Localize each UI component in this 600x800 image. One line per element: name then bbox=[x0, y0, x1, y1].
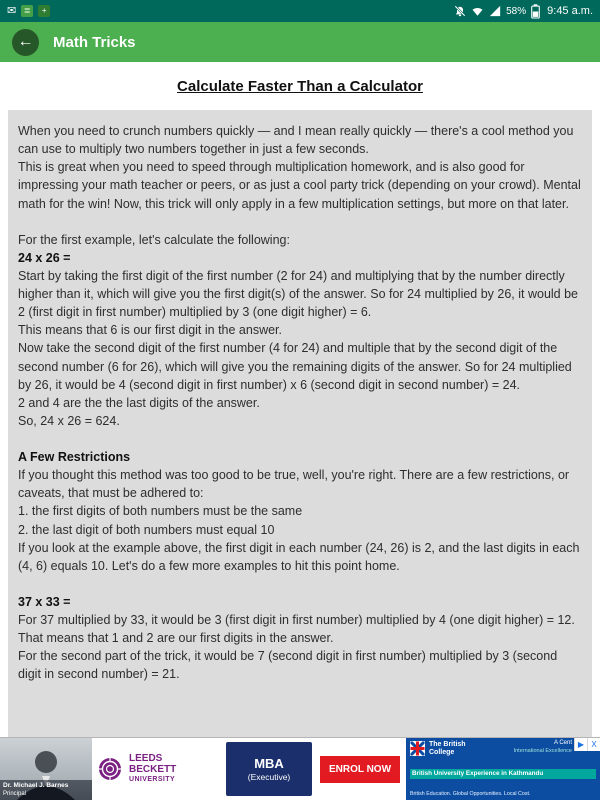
college-name: The British College bbox=[429, 741, 466, 757]
article-paragraph: For the first example, let's calculate the following: bbox=[18, 232, 290, 247]
ad-person-photo bbox=[0, 738, 92, 800]
ad-program-box[interactable] bbox=[226, 742, 312, 796]
program-title: MBA bbox=[254, 756, 284, 772]
article-paragraph: 24 x 26 = bbox=[18, 250, 71, 265]
mute-icon bbox=[454, 5, 466, 17]
cellular-signal-icon bbox=[489, 5, 501, 17]
content-area bbox=[0, 62, 600, 737]
adchoices-icon[interactable]: ▶ bbox=[574, 738, 587, 751]
article-title: Calculate Faster Than a Calculator bbox=[177, 78, 423, 95]
mail-icon: ✉ bbox=[7, 4, 17, 17]
app-title: Math Tricks bbox=[53, 33, 136, 51]
article-paragraph: If you thought this method was too good to be true, well, you're right. There are a few restrictions, or caveats, that must be adhered to: bbox=[18, 468, 570, 501]
app-bar bbox=[0, 22, 600, 62]
ad-person-role: Principal bbox=[3, 790, 27, 797]
article-paragraph: 2. the last digit of both numbers must equal 10 bbox=[18, 522, 275, 537]
program-subtitle: (Executive) bbox=[247, 771, 291, 782]
ad-close-button[interactable]: X bbox=[587, 738, 600, 751]
article-paragraph: Now take the second digit of the first number (4 for 24) and multiple that by the second digit of the second number (6 for 26), which will give you the remaining digits of the answer. So for 24 multiplied by 26, it would be 4 (second digit in first number) x 6 (second digit in second number) = 24. bbox=[18, 341, 572, 392]
status-time: 9:45 a.m. bbox=[547, 5, 593, 17]
status-bar bbox=[0, 0, 600, 22]
article-paragraph: For 37 multiplied by 33, it would be 3 (first digit in first number) multiplied by 4 (one digit higher) = 12. bbox=[18, 613, 575, 627]
enrol-now-button[interactable]: ENROL NOW bbox=[320, 756, 400, 783]
article-paragraph: For the second part of the trick, it would be 7 (second digit in first number) multiplied by 3 (second digit in second number) = 21. bbox=[18, 649, 558, 682]
article-paragraph: So, 24 x 26 = 624. bbox=[18, 413, 120, 428]
college-top-right-text bbox=[514, 740, 572, 754]
article-paragraph: Start by taking the first digit of the first number (2 for 24) and multiplying that by the number directly higher than it, which will give you the first digit(s) of the answer. So for 24 multiplied by 26, it would be 2 (first digit in first number) multiplied by 3 (one digit higher) = 6. bbox=[18, 268, 579, 320]
article-paragraph: 37 x 33 = bbox=[18, 594, 71, 609]
ad-person-name: Dr. Michael J. Barnes bbox=[3, 782, 69, 790]
article-paragraph: That means that 1 and 2 are our first digits in the answer. bbox=[18, 631, 334, 646]
article-paragraph: This means that 6 is our first digit in the answer. bbox=[18, 323, 283, 338]
ad-cta-section bbox=[314, 738, 406, 800]
back-arrow-icon: ← bbox=[17, 33, 34, 50]
battery-percent: 58% bbox=[506, 5, 527, 17]
ad-corner-controls bbox=[574, 738, 600, 751]
article-paragraph: This is great when you need to speed through multiplication homework, and is also good for impressing your math teacher or peers, or as just a cool party trick (depending on your crowd). Mental math for the win! Now, this trick will only apply in a few multiplication settings, but more on that later. bbox=[18, 160, 581, 211]
article-paragraph: If you look at the example above, the first digit in each number (24, 26) is 2, and the last digits in each (4, 6) equals 10. Let's do a few more examples to hit this point home. bbox=[18, 540, 580, 573]
leeds-line-2: BECKETT bbox=[129, 764, 177, 776]
green-app-icon-1: ≣ bbox=[21, 5, 33, 17]
battery-icon bbox=[531, 4, 540, 19]
article-paragraph: 2 and 4 are the the last digits of the answer. bbox=[18, 395, 260, 410]
article-paragraph: When you need to crunch numbers quickly — and I mean really quickly — there's a cool method you can use to multiply two numbers together in just a few seconds. bbox=[18, 124, 574, 157]
leeds-line-1: LEEDS bbox=[129, 753, 163, 765]
ad-college-section[interactable] bbox=[406, 738, 600, 800]
ad-person-caption bbox=[0, 780, 92, 800]
back-button[interactable] bbox=[12, 29, 39, 56]
college-subline: British Education. Global Opportunities. Local Cost. bbox=[410, 791, 531, 798]
ad-banner[interactable] bbox=[0, 737, 600, 800]
leeds-beckett-wordmark bbox=[129, 754, 176, 783]
ad-university-section bbox=[92, 738, 224, 800]
british-flag-icon bbox=[410, 741, 425, 756]
leeds-beckett-rose-icon bbox=[97, 756, 123, 782]
college-right-line-1: A Cent bbox=[553, 740, 572, 746]
article-body[interactable] bbox=[8, 110, 592, 737]
green-app-icon-2: + bbox=[38, 5, 50, 17]
article-paragraph: 1. the first digits of both numbers must be the same bbox=[18, 504, 303, 519]
article-paragraph: A Few Restrictions bbox=[18, 450, 131, 464]
leeds-line-3: UNIVERSITY bbox=[129, 776, 176, 784]
status-bar-right bbox=[454, 4, 593, 19]
college-right-line-2: International Excellence bbox=[513, 747, 572, 754]
status-bar-left bbox=[7, 5, 50, 17]
college-tagline: British University Experience in Kathmandu bbox=[410, 769, 596, 779]
wifi-icon bbox=[471, 5, 484, 17]
